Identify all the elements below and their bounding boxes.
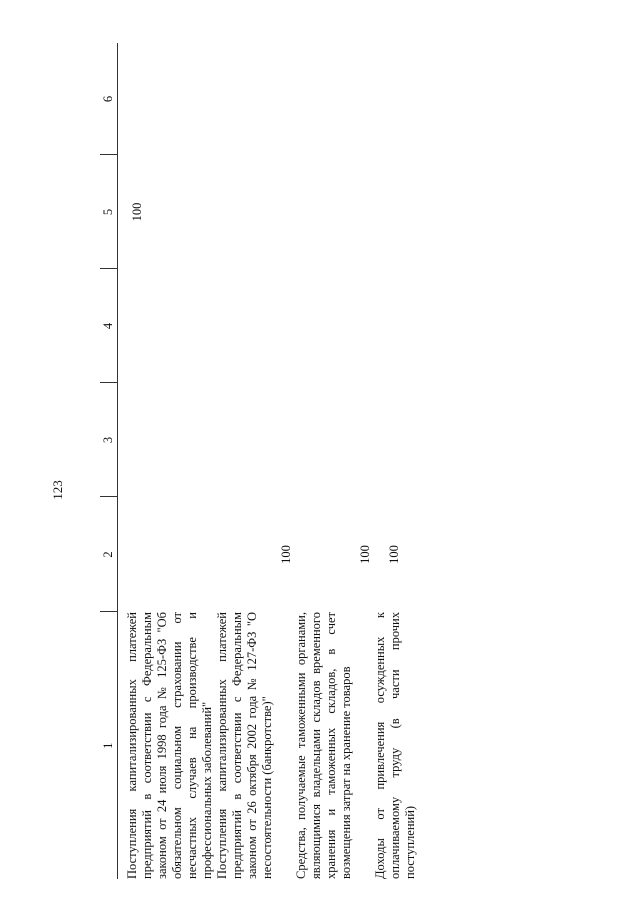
row-value: 100	[130, 202, 144, 222]
row-value	[125, 269, 215, 383]
column-header: 6	[100, 43, 118, 155]
table-row	[373, 43, 418, 879]
row-name: Поступления капитализированных платежей предприятий в соответствии с Федеральным законом от 24 июля 1998 года № 125-ФЗ "Об обязательном социальном страховании от несчастных случаев на производстве и профессиональных заболеваний"	[125, 612, 214, 879]
revenue-distribution-table	[100, 43, 418, 879]
table-header-row	[100, 43, 118, 879]
row-value	[215, 155, 294, 269]
row-value	[373, 383, 418, 497]
row-value	[294, 43, 373, 155]
row-value	[294, 155, 373, 269]
row-value	[125, 43, 215, 155]
row-name: Средства, получаемые таможенными органами, являющимися владельцами складов временного хранения и таможенных складов, в счет возмещения затрат на хранение товаров	[294, 612, 353, 879]
table-row	[294, 43, 373, 879]
column-header: 5	[100, 155, 118, 269]
column-header: 4	[100, 269, 118, 383]
row-value	[215, 383, 294, 497]
rotated-table-frame	[100, 43, 620, 879]
column-header: 3	[100, 383, 118, 497]
row-value: 100	[279, 545, 293, 564]
column-header: 1	[100, 612, 118, 879]
row-name: Поступления капитализированных платежей предприятий в соответствии с Федеральным законом от 26 октября 2002 года № 127-ФЗ "О несостоятельности (банкротстве)"	[215, 612, 274, 879]
table-row	[125, 43, 215, 879]
row-value	[125, 383, 215, 497]
row-value	[373, 155, 418, 269]
row-value	[215, 269, 294, 383]
table-row	[215, 43, 294, 879]
row-name: Доходы от привлечения осужденных к оплачиваемому труду (в части прочих поступлений)	[373, 612, 417, 879]
column-header: 2	[100, 497, 118, 612]
row-value	[125, 497, 215, 612]
row-value	[373, 43, 418, 155]
page-number: 123	[50, 480, 65, 500]
row-value	[373, 269, 418, 383]
row-value: 100	[387, 545, 401, 564]
row-value	[294, 383, 373, 497]
table-container	[100, 43, 620, 879]
row-value: 100	[358, 545, 372, 564]
row-value	[215, 43, 294, 155]
row-value	[294, 269, 373, 383]
